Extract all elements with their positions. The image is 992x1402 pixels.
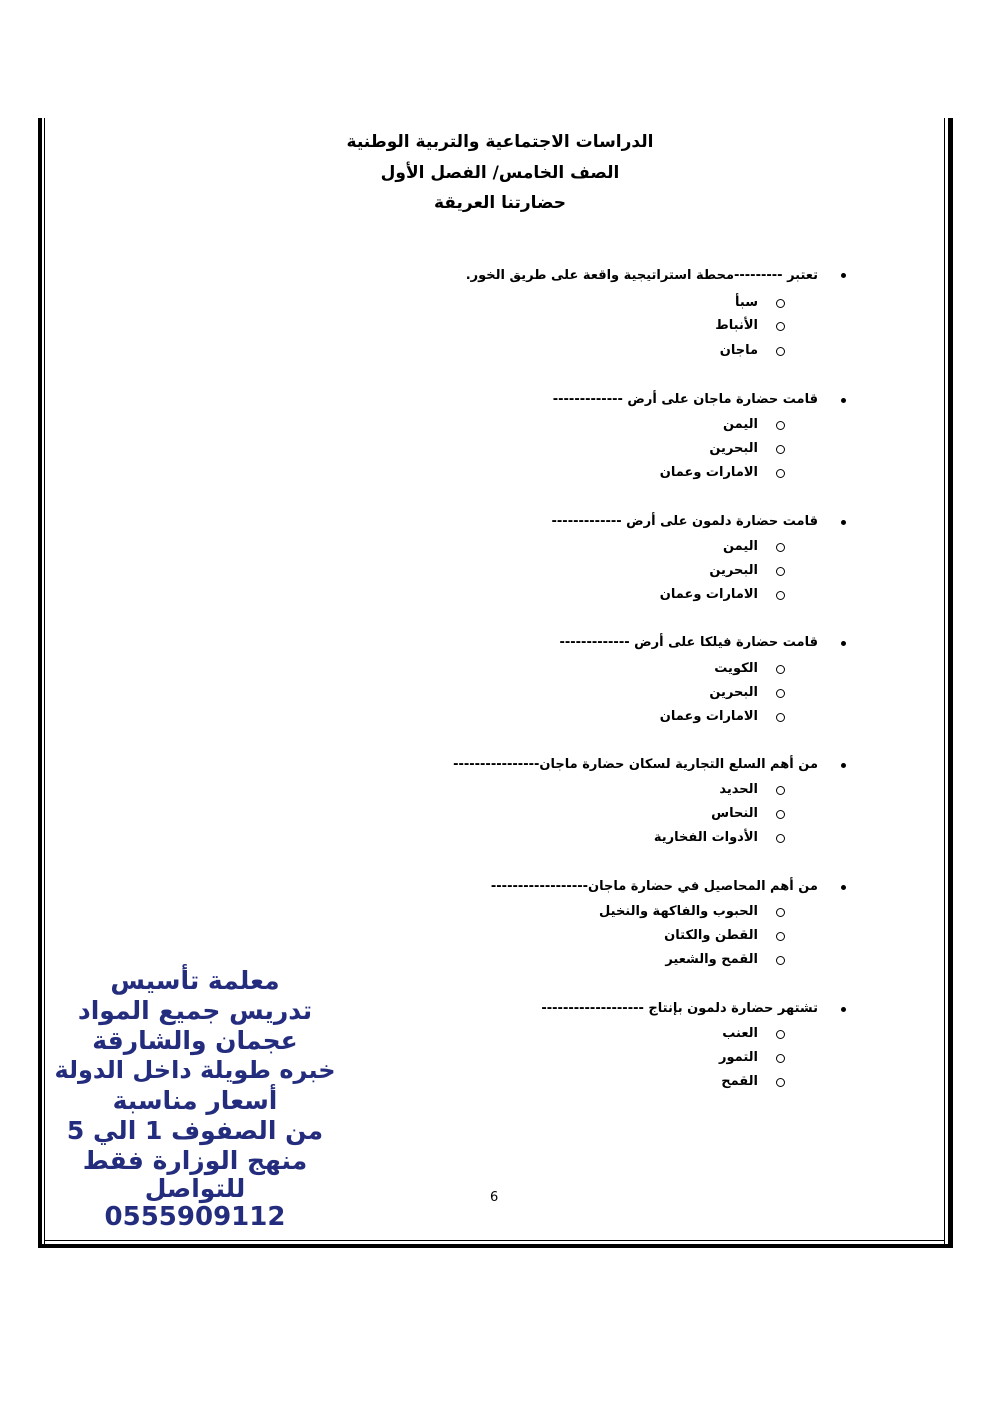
option-circle-icon[interactable] xyxy=(776,445,785,454)
lesson-title: حضارتنا العريقة xyxy=(433,193,567,213)
q4-option-1: الكويت xyxy=(714,661,758,676)
bullet-icon xyxy=(839,761,847,769)
q6-option-1: الحبوب والفاكهة والنخيل xyxy=(599,904,758,919)
question-2: قامت حضارة ماجان على أرض ------------- xyxy=(552,392,818,407)
ad-line-3: عجمان والشارقة xyxy=(92,1026,298,1055)
q1-option-2: الأنباط xyxy=(715,318,758,333)
option-circle-icon[interactable] xyxy=(776,713,785,722)
question-5: من أهم السلع التجارية لسكان حضارة ماجان---------------- xyxy=(453,757,818,772)
page-border-bottom-inner xyxy=(44,1240,945,1241)
q5-option-1: الحديد xyxy=(719,782,758,797)
ad-line-7: منهج الوزارة فقط xyxy=(82,1146,308,1175)
bullet-icon xyxy=(839,396,847,404)
q5-option-3: الأدوات الفخارية xyxy=(653,830,758,845)
ad-line-4: خبره طويلة داخل الدولة xyxy=(54,1056,336,1084)
option-circle-icon[interactable] xyxy=(776,347,785,356)
q2-option-2: البحرين xyxy=(709,441,758,456)
q7-option-2: التمور xyxy=(719,1050,758,1065)
page-border-right-inner xyxy=(944,118,945,1244)
option-circle-icon[interactable] xyxy=(776,956,785,965)
option-circle-icon[interactable] xyxy=(776,567,785,576)
option-circle-icon[interactable] xyxy=(776,1030,785,1039)
question-1: تعتبر ---------محطة استراتيجية واقعة على طريق الخور. xyxy=(465,268,818,283)
option-circle-icon[interactable] xyxy=(776,421,785,430)
q5-option-2: النحاس xyxy=(711,806,758,821)
question-3: قامت حضارة دلمون على أرض ------------- xyxy=(551,514,818,529)
q4-option-3: الامارات وعمان xyxy=(659,709,758,724)
option-circle-icon[interactable] xyxy=(776,834,785,843)
ad-line-6: من الصفوف 1 الي 5 xyxy=(66,1116,324,1145)
q7-option-1: العنب xyxy=(722,1026,758,1041)
option-circle-icon[interactable] xyxy=(776,786,785,795)
option-circle-icon[interactable] xyxy=(776,932,785,941)
ad-line-5: أسعار مناسبة xyxy=(112,1086,278,1115)
page-border-bottom xyxy=(38,1244,953,1248)
bullet-icon xyxy=(839,518,847,526)
question-7: تشتهر حضارة دلمون بإنتاج ------------------- xyxy=(541,1001,818,1016)
question-6: من أهم المحاصيل في حضارة ماجان------------------ xyxy=(490,879,818,894)
bullet-icon xyxy=(839,883,847,891)
option-circle-icon[interactable] xyxy=(776,469,785,478)
page-number: 6 xyxy=(490,1190,499,1205)
q2-option-1: اليمن xyxy=(722,417,758,432)
q7-option-3: القمح xyxy=(721,1074,758,1089)
bullet-icon xyxy=(839,1005,847,1013)
ad-line-8: للتواصل xyxy=(144,1174,246,1203)
ad-line-1: معلمة تأسيس xyxy=(110,966,280,995)
bullet-icon xyxy=(839,639,847,647)
ad-line-2: تدريس جميع المواد xyxy=(77,996,313,1025)
q3-option-3: الامارات وعمان xyxy=(659,587,758,602)
q1-option-1: سبأ xyxy=(735,295,758,310)
option-circle-icon[interactable] xyxy=(776,665,785,674)
option-circle-icon[interactable] xyxy=(776,810,785,819)
option-circle-icon[interactable] xyxy=(776,322,785,331)
q3-option-2: البحرين xyxy=(709,563,758,578)
q4-option-2: البحرين xyxy=(709,685,758,700)
question-4: قامت حضارة فيلكا على أرض ------------- xyxy=(559,635,818,650)
q1-option-3: ماجان xyxy=(719,343,758,358)
option-circle-icon[interactable] xyxy=(776,591,785,600)
option-circle-icon[interactable] xyxy=(776,1054,785,1063)
option-circle-icon[interactable] xyxy=(776,1078,785,1087)
option-circle-icon[interactable] xyxy=(776,689,785,698)
ad-phone: 0555909112 xyxy=(104,1202,286,1232)
q3-option-1: اليمن xyxy=(722,539,758,554)
subject-title: الدراسات الاجتماعية والتربية الوطنية xyxy=(346,132,654,152)
option-circle-icon[interactable] xyxy=(776,299,785,308)
bullet-icon xyxy=(839,271,847,279)
option-circle-icon[interactable] xyxy=(776,908,785,917)
page-border-right xyxy=(948,118,953,1248)
q6-option-2: القطن والكتان xyxy=(664,928,758,943)
q2-option-3: الامارات وعمان xyxy=(659,465,758,480)
grade-title: الصف الخامس/ الفصل الأول xyxy=(380,163,620,183)
option-circle-icon[interactable] xyxy=(776,543,785,552)
q6-option-3: القمح والشعير xyxy=(665,952,758,967)
